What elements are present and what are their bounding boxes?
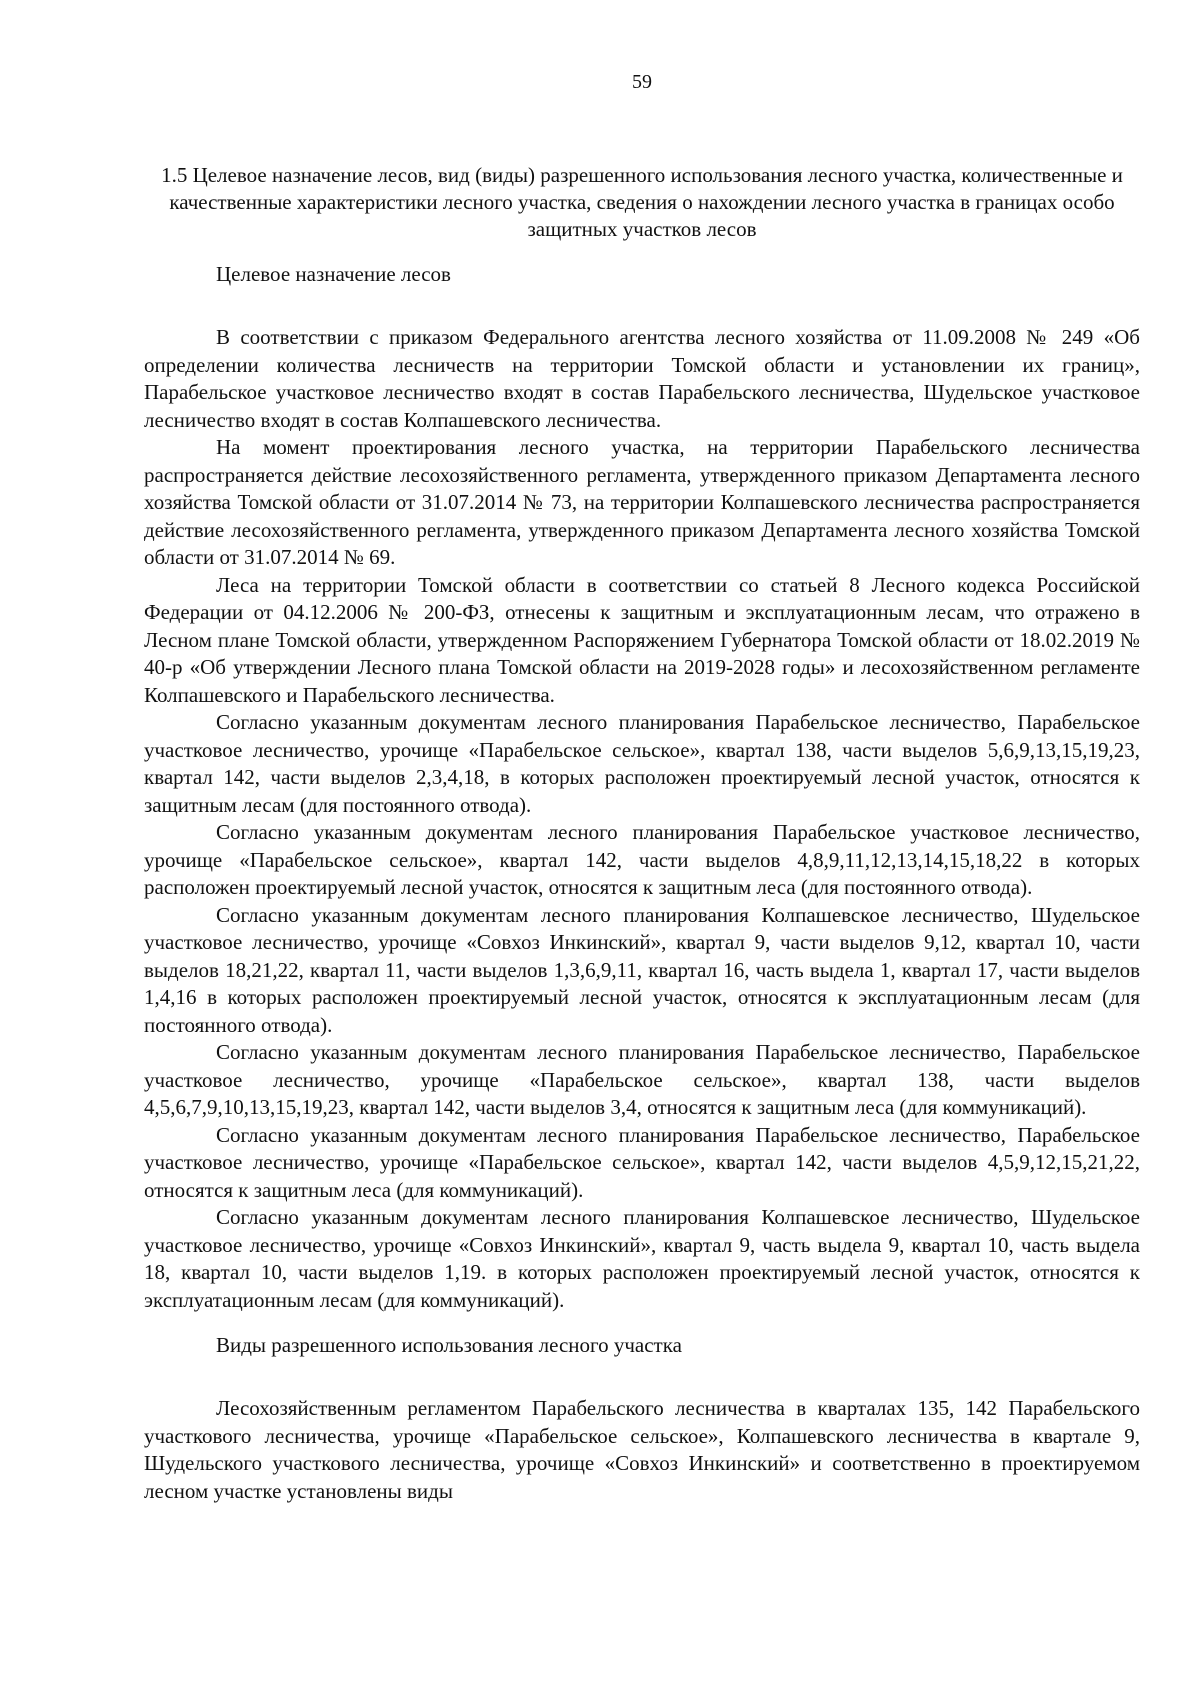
paragraph: В соответствии с приказом Федерального агентства лесного хозяйства от 11.09.2008 № 249 «Об определении количества лесничеств на территории Томской области и установлении их границ», Парабельское участковое лесничество входят в состав Парабельского лесничества, Шудельское участковое лесничество входят в состав Колпашевского лесничества. <box>144 325 1140 432</box>
paragraph: Согласно указанным документам лесного планирования Парабельское лесничество, Парабельское участковое лесничество, урочище «Парабельское сельское», квартал 138, части выделов 4,5,6,7,9,10,13,15,19,23, квартал 142, части выделов 3,4, относятся к защитным леса (для коммуникаций). <box>144 1040 1140 1119</box>
subheading-permitted-use: Виды разрешенного использования лесного участка <box>216 1333 682 1357</box>
paragraph: Согласно указанным документам лесного планирования Парабельское лесничество, Парабельское участковое лесничество, урочище «Парабельское сельское», квартал 142, части выделов 4,5,9,12,15,21,22, относятся к защитным леса (для коммуникаций). <box>144 1122 1140 1202</box>
section-heading: 1.5 Целевое назначение лесов, вид (виды) разрешенного использования лесного участка, количественные и качественные характеристики лесного участка, сведения о нахождении лесного участка в границах особо защитных участков лесов <box>161 163 1123 241</box>
paragraph: Согласно указанным документам лесного планирования Колпашевское лесничество, Шудельское участковое лесничество, урочище «Совхоз Инкинский», квартал 9, часть выдела 9, квартал 10, часть выдела 18, квартал 10, части выделов 1,19. в которых расположен проектируемый лесной участок, относятся к эксплуатационным лесам (для коммуникаций). <box>144 1205 1140 1312</box>
paragraph: Согласно указанным документам лесного планирования Парабельское участковое лесничество, урочище «Парабельское сельское», квартал 142, части выделов 4,8,9,11,12,13,14,15,18,22 в которых расположен проектируемый лесной участок, относятся к защитным леса (для постоянного отвода). <box>144 820 1140 899</box>
page-number: 59 <box>632 71 652 93</box>
paragraph: На момент проектирования лесного участка, на территории Парабельского лесничества распространяется действие лесохозяйственного регламента, утвержденного приказом Департамента лесного хозяйства Томской области от 31.07.2014 № 73, на территории Колпашевского лесничества распространяется действие лесохозяйственного регламента, утвержденного приказом Департамента лесного хозяйства Томской области от 31.07.2014 № 69. <box>144 435 1140 569</box>
document-page <box>144 70 1140 1505</box>
paragraph: Согласно указанным документам лесного планирования Колпашевское лесничество, Шудельское участковое лесничество, урочище «Совхоз Инкинский», квартал 9, части выделов 9,12, квартал 10, части выделов 18,21,22, квартал 11, части выделов 1,3,6,9,11, квартал 16, часть выдела 1, квартал 17, части выделов 1,4,16 в которых расположен проектируемый лесной участок, относятся к эксплуатационным лесам (для постоянного отвода). <box>144 902 1140 1037</box>
subheading-target-purpose: Целевое назначение лесов <box>216 262 451 286</box>
paragraph: Лесохозяйственным регламентом Парабельского лесничества в кварталах 135, 142 Парабельского участкового лесничества, урочище «Парабельское сельское», Колпашевского лесничества в квартале 9, Шудельского участкового лесничества, урочище «Совхоз Инкинский» и соответственно в проектируемом лесном участке установлены виды <box>144 1396 1140 1503</box>
paragraph: Леса на территории Томской области в соответствии со статьей 8 Лесного кодекса Российской Федерации от 04.12.2006 № 200-ФЗ, отнесены к защитным и эксплуатационным лесам, что отражено в Лесном плане Томской области, утвержденном Распоряжением Губернатора Томской области от 18.02.2019 № 40-р «Об утверждении Лесного плана Томской области на 2019-2028 годы» и лесохозяйственном регламенте Колпашевского и Парабельского лесничества. <box>144 572 1140 707</box>
paragraph: Согласно указанным документам лесного планирования Парабельское лесничество, Парабельское участковое лесничество, урочище «Парабельское сельское», квартал 138, части выделов 5,6,9,13,15,19,23, квартал 142, части выделов 2,3,4,18, в которых расположен проектируемый лесной участок, относятся к защитным лесам (для постоянного отвода). <box>144 710 1140 817</box>
